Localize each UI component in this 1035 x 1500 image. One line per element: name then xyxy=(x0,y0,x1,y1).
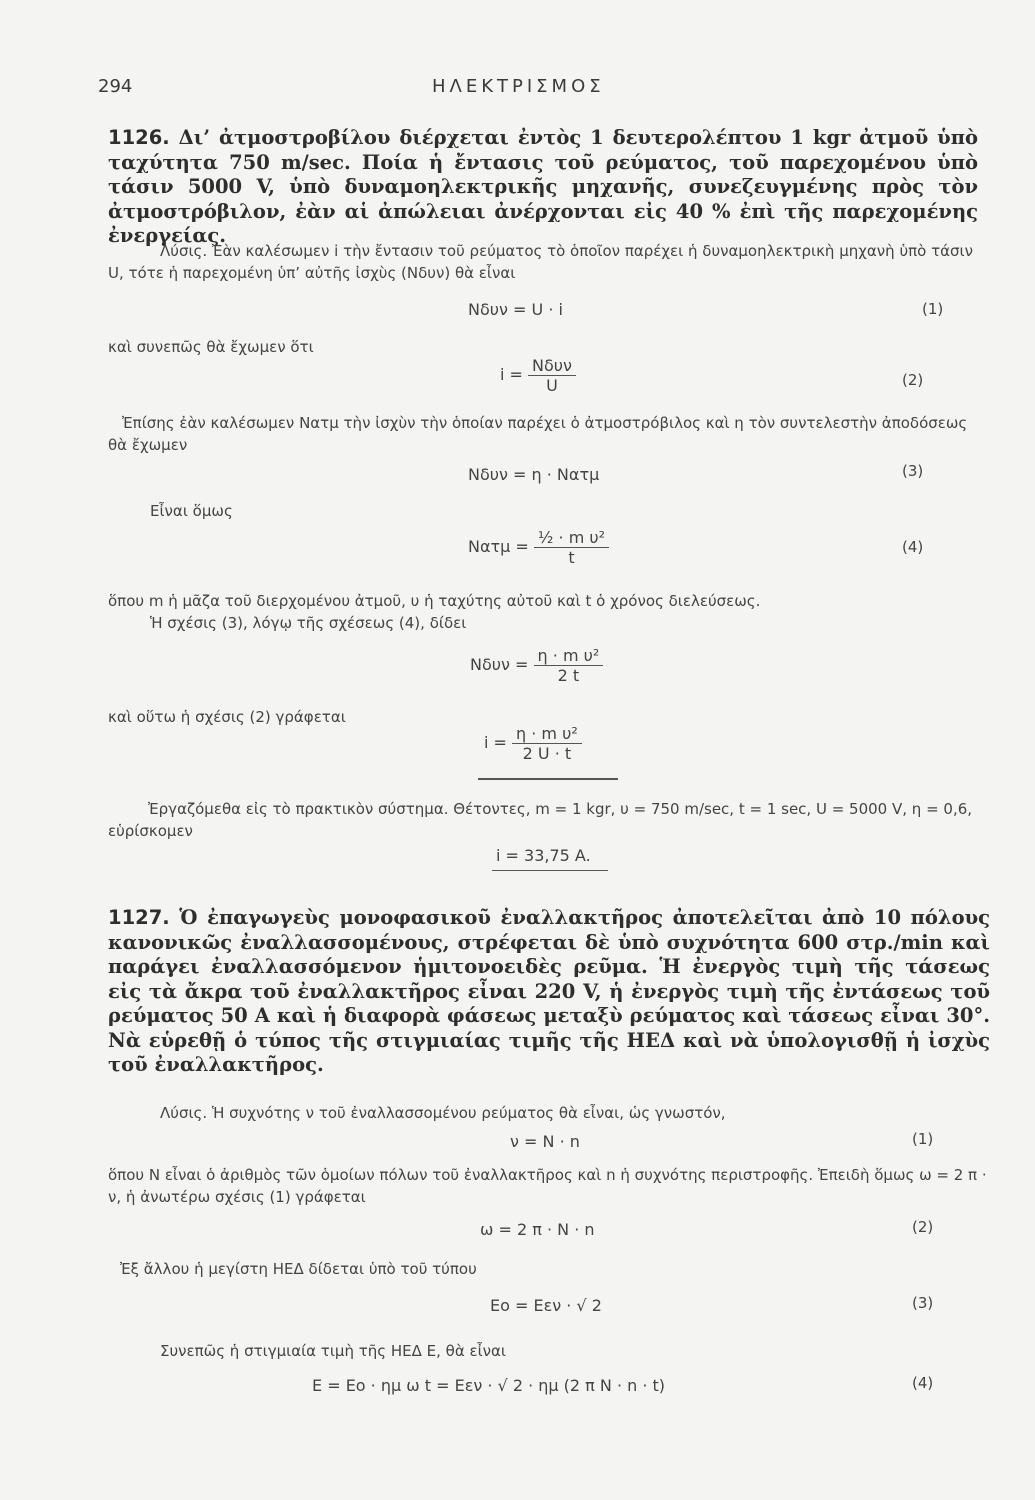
equation-lhs: Nδυν = xyxy=(470,655,529,674)
fraction xyxy=(534,646,604,685)
problem-1126-statement xyxy=(108,126,978,249)
fraction xyxy=(512,724,582,763)
equation-lhs: i = xyxy=(484,733,507,752)
equation-number: (4) xyxy=(902,538,924,556)
equation-number: (3) xyxy=(912,1294,934,1312)
equation-number: (4) xyxy=(912,1374,934,1392)
text-line: ὅπου m ἡ μᾶζα τοῦ διερχομένου ἀτμοῦ, υ ἡ ταχύτης αὐτοῦ καὶ t ὁ χρόνος διελεύσεως. xyxy=(108,592,761,610)
equation-number: (1) xyxy=(922,300,944,318)
equation-lhs: i = xyxy=(500,365,523,384)
numerator: ½ · m υ² xyxy=(534,528,609,548)
problem-text: Ὁ ἐπαγωγεὺς μονοφασικοῦ ἐναλλακτῆρος ἀποτελεῖται ἀπὸ 10 πόλους κανονικῶς ἐναλλασσομένους, στρέφεται δὲ ὑπὸ συχνότητα 600 στρ./min καὶ παράγει ἐναλλασσόμενον ἡμιτονοειδὲς ρεῦμα. Ἡ ἐνεργὸς τιμὴ τῆς τάσεως εἰς τὰ ἄκρα τοῦ ἐναλλακτῆρος εἶναι 220 V, ἡ ἐνεργὸς τιμὴ τῆς ἐντάσεως τοῦ ρεύματος 50 A καὶ ἡ διαφορὰ φάσεως μεταξὺ ρεύματος καὶ τάσεως εἶναι 30°. Νὰ εὑρεθῇ ὁ τύπος τῆς στιγμιαίας τιμῆς τῆς ΗΕΔ καὶ νὰ ὑπολογισθῇ ἡ ἰσχὺς τοῦ ἐναλλακτῆρος. xyxy=(108,906,990,1076)
fraction xyxy=(528,356,576,395)
text-line: Ἐξ ἄλλου ἡ μεγίστη ΗΕΔ δίδεται ὑπὸ τοῦ τύπου xyxy=(120,1260,477,1278)
text-line: Ἡ σχέσις (3), λόγῳ τῆς σχέσεως (4), δίδει xyxy=(150,614,467,632)
page-number: 294 xyxy=(98,76,133,97)
solution-intro: Λύσις. Ἡ συχνότης ν τοῦ ἐναλλασσομένου ρεύματος θὰ εἶναι, ὡς γνωστόν, xyxy=(160,1104,726,1122)
solution-intro: Λύσις. Ἐὰν καλέσωμεν i τὴν ἔντασιν τοῦ ρεύματος τὸ ὁποῖον παρέχει ἡ δυναμοηλεκτρικὴ μηχανὴ ὑπὸ τάσιν U, τότε ἡ παρεχομένη ὑπ’ αὐτῆς ἰσχὺς (Nδυν) θὰ εἶναι xyxy=(108,242,973,282)
equation-3: Eo = Eεν · √ 2 xyxy=(490,1296,602,1315)
numerator: η · m υ² xyxy=(512,724,582,744)
equation-1: ν = N · n xyxy=(510,1132,580,1151)
text-paragraph: Ἐπίσης ἐὰν καλέσωμεν Nατμ τὴν ἰσχὺν τὴν ὁποίαν παρέχει ὁ ἀτμοστρόβιλος καὶ η τὸν συντελεστὴν ἀποδόσεως θὰ ἔχωμεν xyxy=(108,414,968,454)
numerator: Nδυν xyxy=(528,356,576,376)
equation-lhs: Nατμ = xyxy=(468,537,529,556)
denominator: 2 U · t xyxy=(522,744,572,763)
problem-number: 1127. xyxy=(108,906,170,929)
equation-2 xyxy=(500,356,576,395)
denominator: t xyxy=(568,548,575,567)
result: i = 33,75 A. xyxy=(496,846,591,865)
text-line: Συνεπῶς ἡ στιγμιαία τιμὴ τῆς ΗΕΔ E, θὰ εἶναι xyxy=(160,1342,507,1360)
numerator: η · m υ² xyxy=(534,646,604,666)
equation-4: E = Eo · ημ ω t = Eεν · √ 2 · ημ (2 π N · n · t) xyxy=(312,1376,666,1395)
equation-3: Nδυν = η · Nατμ xyxy=(468,465,600,484)
divider-rule xyxy=(478,778,618,780)
equation-number: (2) xyxy=(912,1218,934,1236)
equation-4 xyxy=(468,528,609,567)
equation-6 xyxy=(484,724,582,763)
text-line: καὶ συνεπῶς θὰ ἔχωμεν ὅτι xyxy=(108,338,314,356)
text-line: καὶ οὕτω ἡ σχέσις (2) γράφεται xyxy=(108,708,346,726)
equation-1: Nδυν = U · i xyxy=(468,300,563,319)
equation-number: (1) xyxy=(912,1130,934,1148)
text-paragraph: ὅπου N εἶναι ὁ ἀριθμὸς τῶν ὁμοίων πόλων τοῦ ἐναλλακτῆρος καὶ n ἡ συχνότης περιστροφῆς. Ἐπειδὴ ὅμως ω = 2 π · ν, ἡ ἀνωτέρω σχέσις (1) γράφεται xyxy=(108,1166,987,1206)
running-header: ΗΛΕΚΤΡΙΣΜΟΣ xyxy=(432,76,605,97)
text-paragraph: Ἐργαζόμεθα εἰς τὸ πρακτικὸν σύστημα. Θέτοντες, m = 1 kgr, υ = 750 m/sec, t = 1 sec, U = 5000 V, η = 0,6, εὑρίσκομεν xyxy=(108,800,973,840)
problem-text: Δι’ ἀτμοστροβίλου διέρχεται ἐντὸς 1 δευτερολέπτου 1 kgr ἀτμοῦ ὑπὸ ταχύτητα 750 m/sec. Ποία ἡ ἔντασις τοῦ ρεύματος, τοῦ παρεχομένου ὑπὸ τάσιν 5000 V, ὑπὸ δυναμοηλεκτρικῆς μηχανῆς, συνεζευγμένης πρὸς τὸν ἀτμοστρόβιλον, ἐὰν αἱ ἀπώλειαι ἀνέρχονται εἰς 40 % ἐπὶ τῆς παρεχομένης ἐνεργείας. xyxy=(108,126,978,247)
denominator: U xyxy=(546,376,558,395)
equation-5 xyxy=(470,646,603,685)
equation-number: (2) xyxy=(902,371,924,389)
result-underline xyxy=(492,870,608,871)
problem-1127-statement xyxy=(108,906,990,1078)
equation-2: ω = 2 π · N · n xyxy=(480,1220,595,1239)
fraction xyxy=(534,528,609,567)
text-line: Εἶναι ὅμως xyxy=(150,502,233,520)
denominator: 2 t xyxy=(557,666,580,685)
equation-number: (3) xyxy=(902,462,924,480)
problem-number: 1126. xyxy=(108,126,170,149)
